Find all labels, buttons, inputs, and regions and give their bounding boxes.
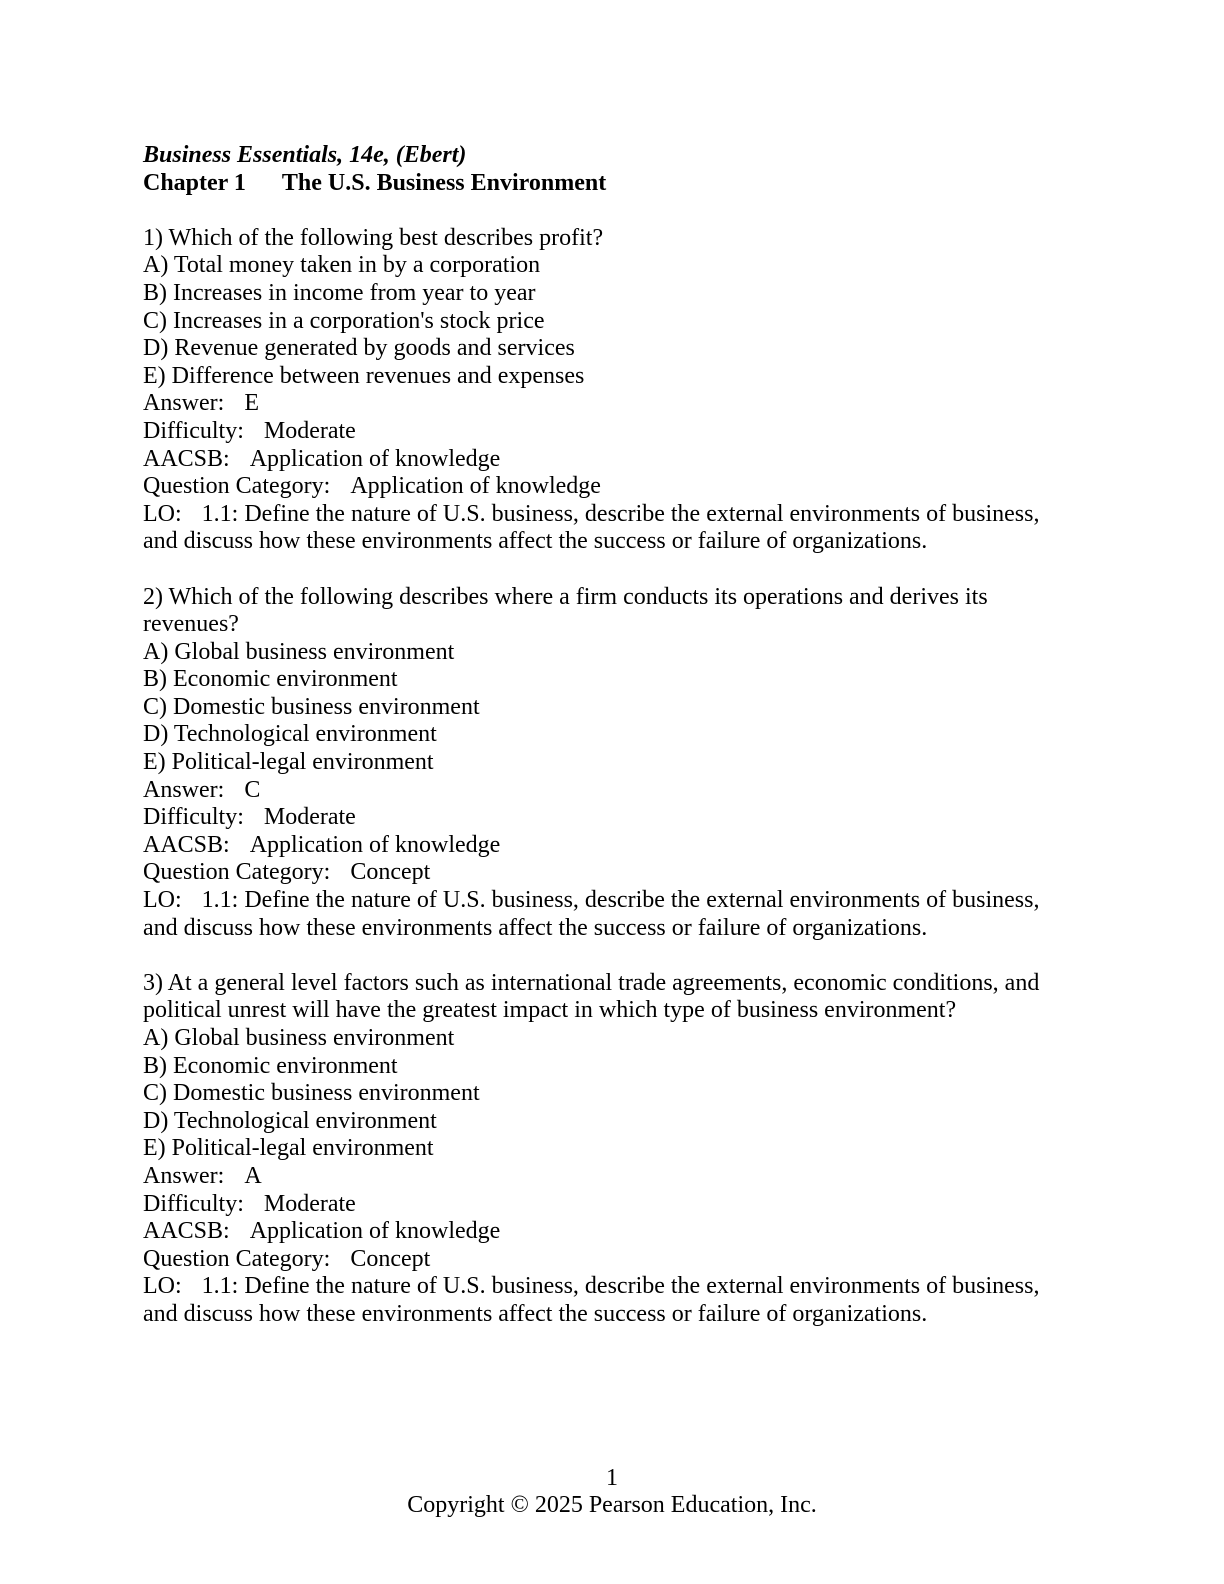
meta-question-category (143, 473, 1080, 501)
answer-option-d: D) Technological environment (143, 721, 437, 748)
answer-option-c: C) Domestic business environment (143, 693, 480, 720)
meta-difficulty-label: Difficulty: (143, 417, 244, 444)
meta-answer-label: Answer: (143, 1162, 225, 1189)
meta-difficulty-value: Moderate (263, 804, 356, 831)
answer-option-e: E) Political-legal environment (143, 1135, 434, 1162)
spacer-line (143, 942, 1080, 970)
answer-option-a: A) Global business environment (143, 638, 455, 665)
question-block-3 (143, 970, 1080, 1329)
meta-aacsb-value: Application of knowledge (249, 831, 501, 858)
answer-option-b: B) Economic environment (143, 666, 398, 693)
meta-lo-label: LO: (143, 500, 182, 527)
answer-option-b: B) Increases in income from year to year (143, 279, 536, 306)
meta-answer-value: E (244, 390, 259, 417)
meta-difficulty-value: Moderate (263, 1190, 356, 1217)
meta-aacsb-label: AACSB: (143, 831, 230, 858)
answer-option-c: C) Increases in a corporation's stock price (143, 307, 545, 334)
meta-difficulty-value: Moderate (263, 417, 356, 444)
chapter-label: Chapter 1 (143, 169, 246, 196)
meta-aacsb-label: AACSB: (143, 445, 230, 472)
meta-difficulty-label: Difficulty: (143, 1190, 244, 1217)
meta-lo-value: 1.1: Define the nature of U.S. business, describe the external environments of business, and discuss how these environments affect the success or failure of organizations. (143, 887, 1040, 941)
question-stem: 1) Which of the following best describes profit? (143, 224, 604, 251)
answer-option-e: E) Difference between revenues and expenses (143, 362, 585, 389)
meta-lo-label: LO: (143, 1273, 182, 1300)
question-stem: 3) At a general level factors such as international trade agreements, economic conditions, and political unrest will have the greatest impact in which type of business environment? (143, 969, 1040, 1024)
meta-answer (143, 1163, 1080, 1191)
meta-answer-value: A (244, 1162, 262, 1189)
meta-aacsb-label: AACSB: (143, 1218, 230, 1245)
meta-question-category-label: Question Category: (143, 859, 331, 886)
answer-option-c: C) Domestic business environment (143, 1080, 480, 1107)
spacer-line (143, 197, 1080, 225)
meta-lo-value: 1.1: Define the nature of U.S. business, describe the external environments of business, and discuss how these environments affect the success or failure of organizations. (143, 500, 1040, 555)
meta-question-category-label: Question Category: (143, 1245, 331, 1272)
page-footer (0, 1465, 1224, 1520)
meta-aacsb (143, 832, 1080, 860)
meta-answer-value: C (244, 776, 261, 803)
meta-lo-value: 1.1: Define the nature of U.S. business, describe the external environments of business, and discuss how these environments affect the success or failure of organizations. (143, 1273, 1040, 1327)
spacer-line (143, 556, 1080, 584)
meta-aacsb-value: Application of knowledge (249, 1218, 501, 1245)
meta-question-category-value: Concept (350, 859, 431, 886)
copyright-notice: Copyright © 2025 Pearson Education, Inc. (407, 1492, 817, 1519)
chapter-title: The U.S. Business Environment (281, 169, 607, 196)
meta-answer-label: Answer: (143, 390, 225, 417)
meta-difficulty (143, 418, 1080, 446)
answer-option-d: D) Revenue generated by goods and services (143, 335, 575, 362)
answer-option-e: E) Political-legal environment (143, 749, 434, 776)
meta-difficulty (143, 804, 1080, 832)
meta-question-category-label: Question Category: (143, 473, 331, 500)
meta-aacsb (143, 446, 1080, 474)
answer-option-a: A) Global business environment (143, 1025, 455, 1051)
answer-option-b: B) Economic environment (143, 1052, 398, 1079)
meta-difficulty (143, 1191, 1080, 1219)
meta-answer (143, 777, 1080, 805)
meta-lo (143, 501, 1080, 556)
question-stem: 2) Which of the following describes where a firm conducts its operations and derives its revenues? (143, 583, 988, 638)
book-title: Business Essentials, 14e, (Ebert) (143, 142, 467, 168)
meta-aacsb-value: Application of knowledge (249, 445, 501, 472)
meta-lo (143, 887, 1080, 942)
chapter-heading (143, 170, 1080, 198)
meta-lo-label: LO: (143, 887, 182, 914)
question-block-2 (143, 584, 1080, 943)
answer-option-a: A) Total money taken in by a corporation (143, 252, 541, 279)
meta-difficulty-label: Difficulty: (143, 804, 244, 831)
meta-question-category (143, 1246, 1080, 1274)
document-header (143, 142, 1080, 197)
page-number: 1 (606, 1464, 618, 1491)
question-block-1 (143, 225, 1080, 556)
meta-answer (143, 390, 1080, 418)
meta-question-category-value: Application of knowledge (350, 473, 601, 500)
meta-question-category (143, 859, 1080, 887)
meta-question-category-value: Concept (350, 1245, 431, 1272)
meta-answer-label: Answer: (143, 776, 225, 803)
document-content (143, 142, 1080, 1329)
answer-option-d: D) Technological environment (143, 1107, 437, 1134)
meta-lo (143, 1273, 1080, 1328)
meta-aacsb (143, 1218, 1080, 1246)
